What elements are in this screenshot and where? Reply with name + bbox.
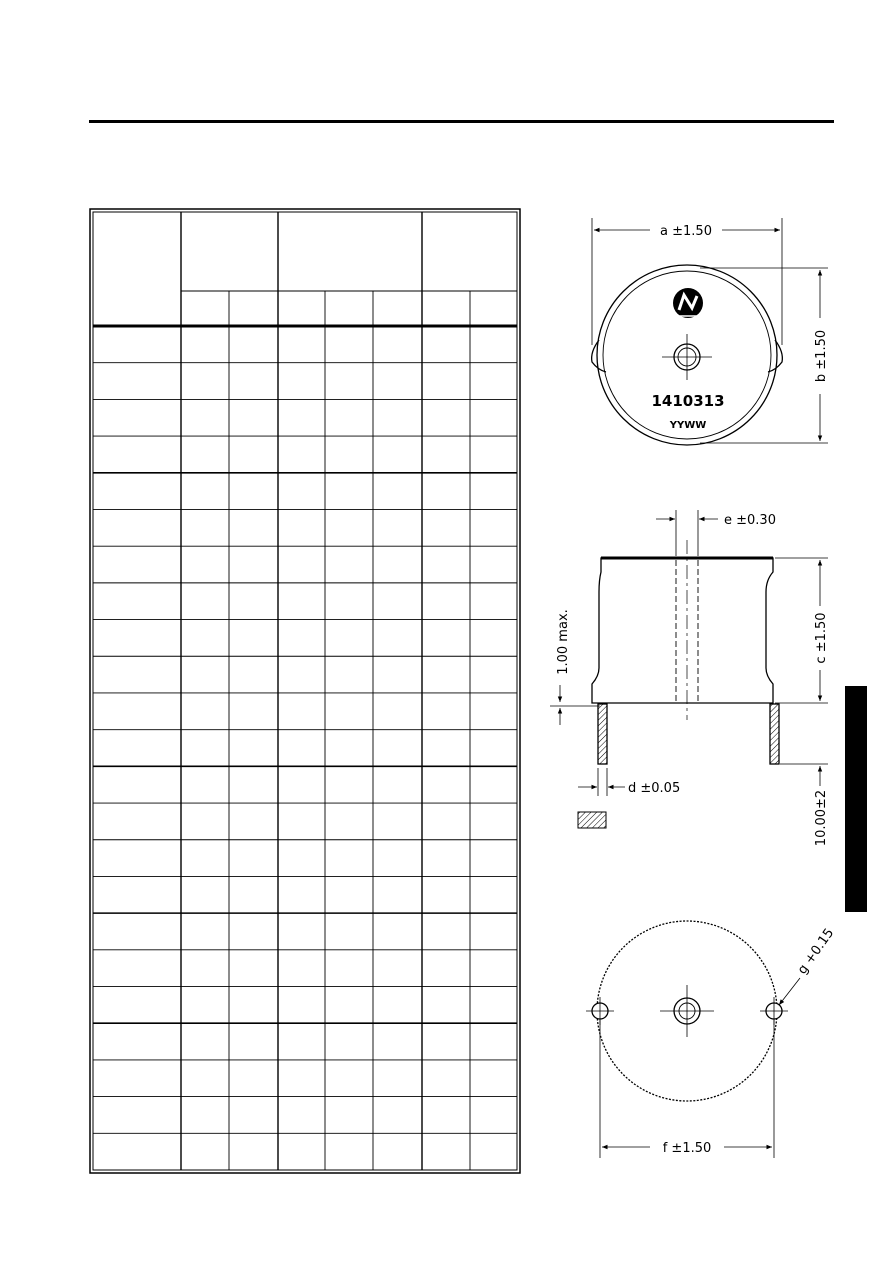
dim-lead-length-label: 10.00±2 [814,789,829,847]
dim-d-label: d ±0.05 [628,781,681,796]
side-view-drawing [550,510,828,796]
hatch-legend-swatch [578,812,606,828]
dim-c-label: c ±1.50 [814,612,829,664]
dim-b-label: b ±1.50 [814,329,829,383]
top-view-drawing [592,218,828,445]
section-side-tab [845,686,867,912]
dim-g-label: g +0.15 [794,925,838,978]
part-number: 1410313 [651,392,725,410]
manufacturer-logo [673,288,703,318]
date-code: YYWW [669,420,707,431]
dim-e-label: e ±0.30 [724,513,776,528]
dim-max-label: 1.00 max. [556,609,571,675]
dim-f-label: f ±1.50 [662,1141,712,1156]
bottom-view-drawing [586,921,800,1158]
dim-a-label: a ±1.50 [660,224,712,239]
